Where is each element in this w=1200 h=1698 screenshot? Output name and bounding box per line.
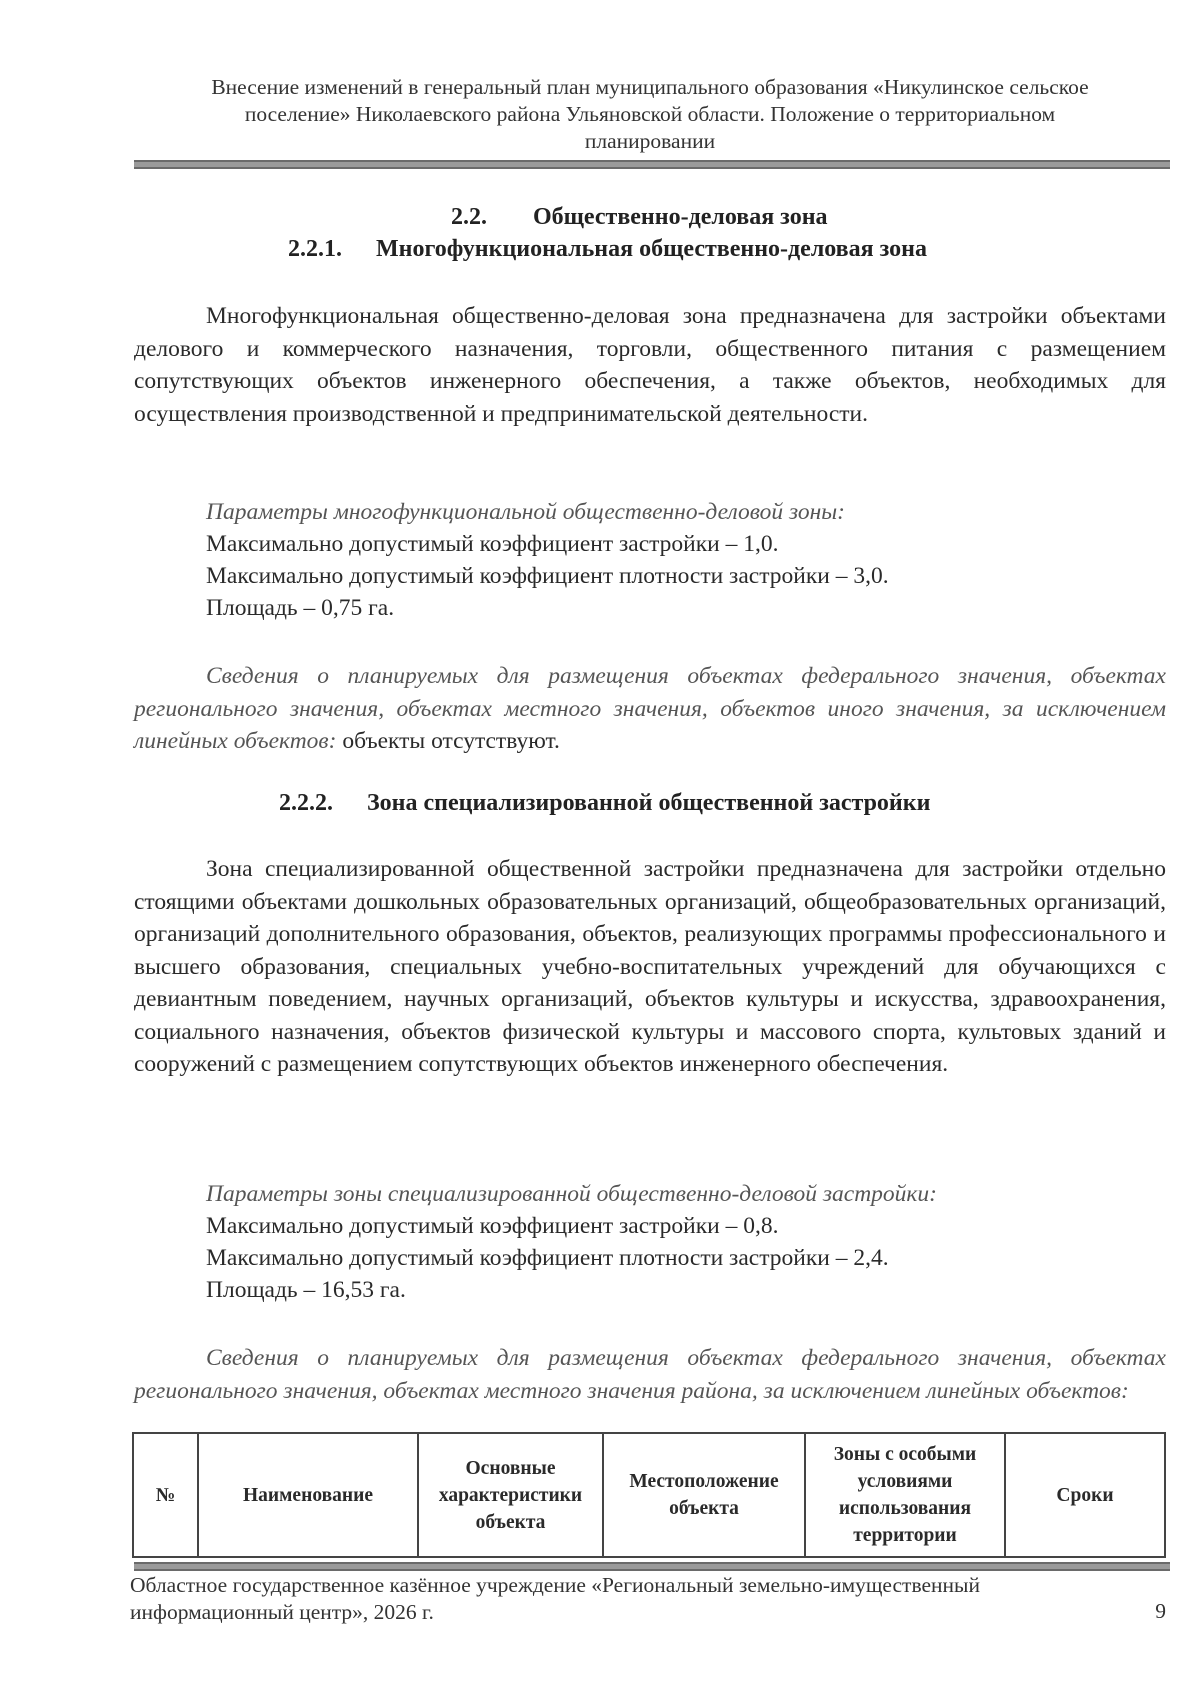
section-number: 2.2.2. (279, 790, 333, 816)
paragraph-specialized-zone (134, 853, 1166, 1081)
param-area: Площадь – 0,75 га. (206, 595, 395, 621)
info-italic: Сведения о планируемых для размещения объектах федерального значения, объектах регионального значения, объектах местного значения, объектов иного значения, за исключением линейных объектов: (134, 663, 1166, 754)
param-building-ratio: Максимально допустимый коэффициент застройки – 0,8. (206, 1213, 779, 1239)
planned-objects-info-2-2-2 (134, 1342, 1166, 1407)
section-heading-2-2-1 (288, 236, 927, 263)
footer-line-2: информационный центр», 2026 г. (130, 1600, 434, 1624)
column-header-location: Местоположение объекта (603, 1433, 805, 1557)
footer-divider (134, 1562, 1170, 1571)
column-header-terms: Сроки (1005, 1433, 1165, 1557)
params-title-2-2-2: Параметры зоны специализированной общественно-деловой застройки: (206, 1181, 938, 1207)
paragraph-text: Многофункциональная общественно-деловая зона предназначена для застройки объектами делового и коммерческого назначения, торговли, общественного питания с размещением сопутствующих объектов инженерного обеспечения, а также объектов, необходимых для осуществления производственной и предпринимательской деятельности. (134, 303, 1166, 427)
param-density-ratio: Максимально допустимый коэффициент плотности застройки – 2,4. (206, 1245, 889, 1271)
info-plain: объекты отсутствуют. (336, 728, 560, 754)
param-building-ratio: Максимально допустимый коэффициент застройки – 1,0. (206, 531, 779, 557)
params-title-2-2-1: Параметры многофункциональной общественно-деловой зоны: (206, 499, 845, 525)
page-number: 9 (1155, 1599, 1166, 1623)
column-header-name: Наименование (198, 1433, 418, 1557)
header-line-1: Внесение изменений в генеральный план муниципального образования «Никулинское сельское (211, 75, 1089, 99)
section-heading-2-2 (451, 204, 828, 231)
header-line-3: планировании (584, 129, 716, 153)
header-divider (134, 160, 1170, 169)
info-italic: Сведения о планируемых для размещения объектах федерального значения, объектах регионального значения, объектах местного значения района, за исключением линейных объектов: (134, 1345, 1166, 1404)
param-area: Площадь – 16,53 га. (206, 1277, 406, 1303)
param-density-ratio: Максимально допустимый коэффициент плотности застройки – 3,0. (206, 563, 889, 589)
section-title: Зона специализированной общественной застройки (367, 790, 931, 816)
header-line-2: поселение» Николаевского района Ульяновской области. Положение о территориальном (244, 102, 1056, 126)
planned-objects-info-2-2-1 (134, 660, 1166, 758)
document-header (130, 74, 1170, 155)
section-number: 2.2. (451, 204, 487, 230)
section-heading-2-2-2 (279, 790, 930, 817)
planned-objects-table (132, 1432, 1166, 1558)
section-number: 2.2.1. (288, 236, 342, 262)
footer-line-1: Областное государственное казённое учреждение «Региональный земельно-имущественный (130, 1573, 980, 1597)
paragraph-multifunctional-zone (134, 300, 1166, 430)
table-header-row (133, 1433, 1165, 1557)
section-title: Общественно-деловая зона (533, 204, 828, 230)
document-footer (130, 1572, 1130, 1626)
section-title: Многофункциональная общественно-деловая зона (376, 236, 927, 262)
column-header-zones: Зоны с особыми условиями использования территории (805, 1433, 1005, 1557)
paragraph-text: Зона специализированной общественной застройки предназначена для застройки отдельно стоящими объектами дошкольных образовательных организаций, общеобразовательных организаций, организаций дополнительного образования, объектов, реализующих программы профессионального и высшего образования, специальных учебно-воспитательных учреждений для обучающихся с девиантным поведением, научных организаций, объектов культуры и искусства, здравоохранения, социального назначения, объектов физической культуры и массового спорта, культовых зданий и сооружений с размещением сопутствующих объектов инженерного обеспечения. (134, 856, 1166, 1077)
column-header-number: № (133, 1433, 198, 1557)
column-header-characteristics: Основные характеристики объекта (418, 1433, 603, 1557)
